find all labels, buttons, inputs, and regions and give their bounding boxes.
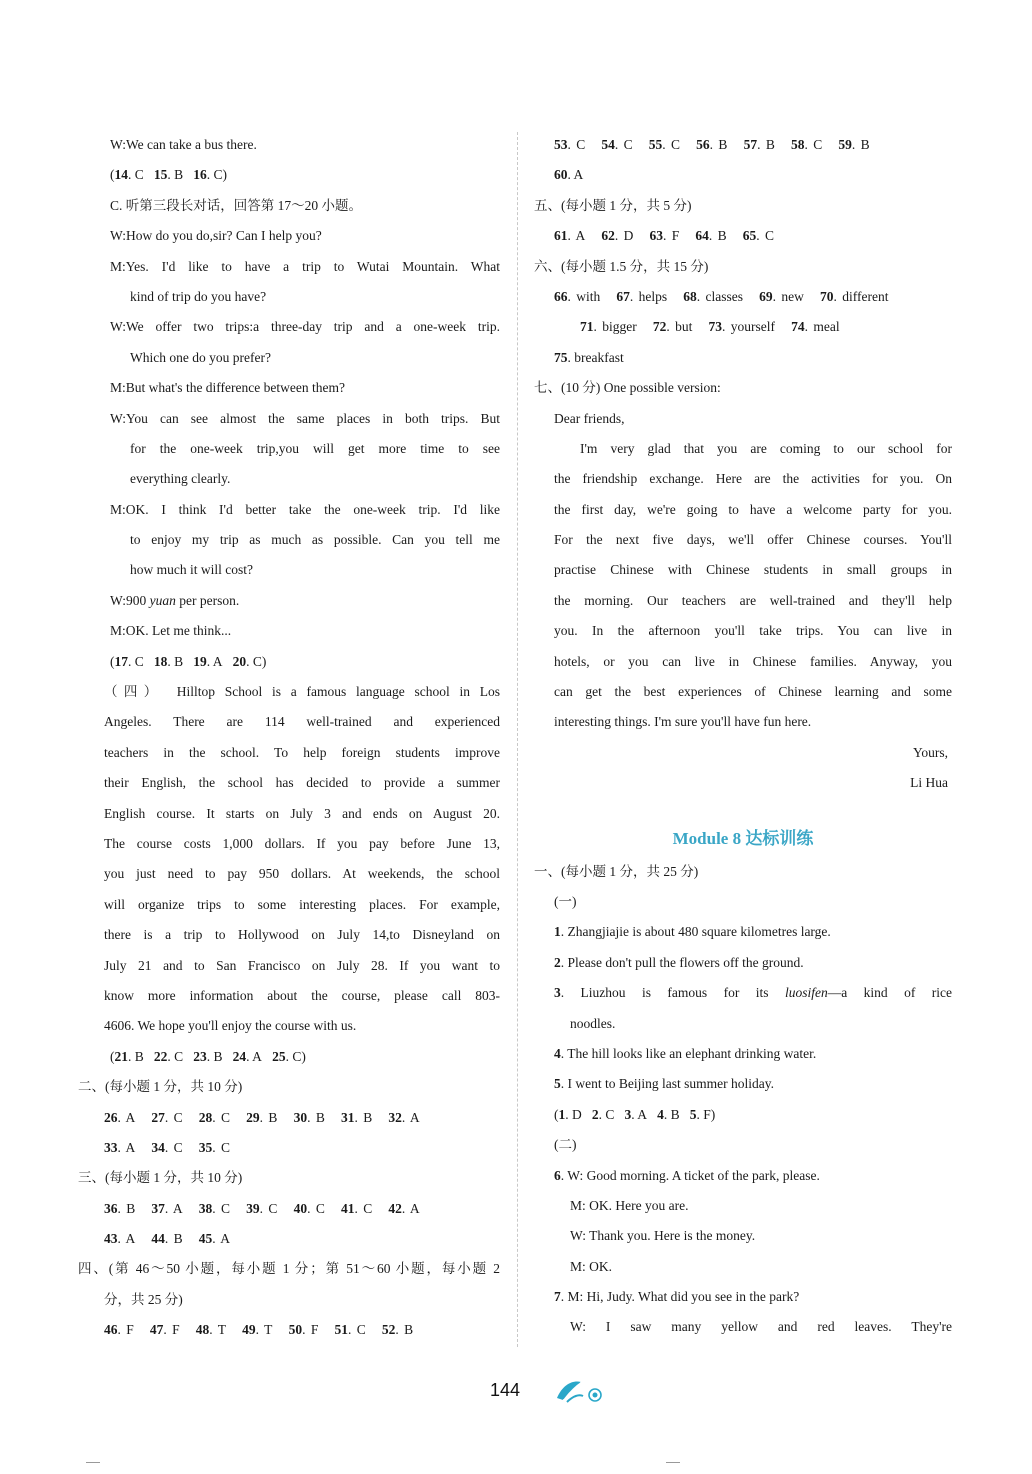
text-line: W: I saw many yellow and red leaves. They're [570,1319,952,1335]
text-line: M:Yes. I'd like to have a trip to Wutai Mountain. What [110,258,500,274]
text-line: (14. C 15. B 16. C) [110,167,228,183]
text-line: 五、(每小题 1 分，共 5 分) [534,197,692,213]
text-line: the first day, we're going to have a welcome party for you. [554,501,952,517]
text-line: 2. Please don't pull the flowers off the ground. [554,954,804,970]
text-line: 三、(每小题 1 分，共 10 分) [78,1170,243,1186]
text-line: (1. D 2. C 3. A 4. B 5. F) [554,1106,716,1122]
text-line: Which one do you prefer? [130,349,271,365]
text-line: 六、(每小题 1.5 分，共 15 分) [534,258,709,274]
left-column [78,130,500,1346]
text-line: teachers in the school. To help foreign students improve [104,744,500,760]
text-line: their English, the school has decided to provide a summer [104,775,500,791]
text-line: 75. breakfast [554,349,624,365]
text-line: 6. W: Good morning. A ticket of the park, please. [554,1167,820,1183]
text-line: 一、(每小题 1 分，共 25 分) [534,863,699,879]
text-line: 71. bigger 72. but 73. yourself 74. meal [580,319,840,335]
text-line: will organize trips to some interesting places. For example, [104,896,500,912]
text-line: Dear friends, [554,410,625,426]
text-line: you. In the afternoon you'll take trips. You can live in [554,623,952,639]
crop-mark [86,1462,100,1463]
text-line: M:But what's the difference between them? [110,380,345,396]
text-line: 66. with 67. helps 68. classes 69. new 70. different [554,288,889,304]
module-8-section [534,857,952,1343]
text-line: can get the best experiences of Chinese learning and some [554,684,952,700]
text-line: 5. I went to Beijing last summer holiday. [554,1076,774,1092]
text-line: M: OK. [570,1258,613,1274]
text-line: W:900 yuan per person. [110,592,240,608]
text-line: 26. A 27. C 28. C 29. B 30. B 31. B 32. A [104,1109,420,1125]
text-line: W:We can take a bus there. [110,137,257,152]
text-line: M:OK. I think I'd better take the one-week trip. I'd like [110,501,500,517]
text-line: The course costs 1,000 dollars. If you pay before June 13, [104,835,500,851]
text-line: for the one-week trip,you will get more time to see [130,440,500,456]
text-line: (二) [554,1137,577,1153]
text-line: 60. A [554,167,584,183]
text-line: W:We offer two trips:a three-day trip and a one-week trip. [110,319,500,335]
text-line: W:You can see almost the same places in both trips. But [110,410,500,426]
text-line: 七、(10 分) One possible version: [534,380,721,396]
text-line: M: OK. Here you are. [570,1197,689,1213]
text-line: practise Chinese with Chinese students in small groups in [554,562,952,578]
text-line: know more information about the course, please call 803- [104,987,500,1003]
text-line: (21. B 22. C 23. B 24. A 25. C) [110,1048,306,1064]
text-line: 3. Liuzhou is famous for its luosifen—a kind of rice [554,985,952,1001]
module-title: Module 8 达标训练 [672,828,814,848]
text-line: 43. A 44. B 45. A [104,1231,231,1247]
text-line: 二、(每小题 1 分，共 10 分) [78,1079,243,1095]
text-line: C. 听第三段长对话，回答第 17～20 小题。 [110,197,363,213]
text-line: kind of trip do you have? [130,288,267,304]
column-divider [517,132,518,1347]
text-line: everything clearly. [130,471,231,487]
text-line: noodles. [570,1015,616,1031]
text-line: For the next five days, we'll offer Chinese courses. You'll [554,532,952,548]
text-line: 7. M: Hi, Judy. What did you see in the park? [554,1289,800,1305]
text-line: 53. C 54. C 55. C 56. B 57. B 58. C 59. B [554,137,870,152]
text-line: (一) [554,893,577,909]
text-line: 36. B 37. A 38. C 39. C 40. C 41. C 42. A [104,1200,420,1216]
text-line: how much it will cost? [130,562,253,578]
crop-mark [666,1462,680,1463]
text-line: 1. Zhangjiajie is about 480 square kilometres large. [554,924,831,940]
text-line: 33. A 34. C 35. C [104,1139,231,1155]
text-line: July 21 and to San Francisco on July 28. If you want to [104,957,500,973]
text-line: English course. It starts on July 3 and ends on August 20. [104,805,500,821]
text-line: interesting things. I'm sure you'll have fun here. [554,714,812,730]
leaf-logo-icon [553,1376,607,1404]
text-line: there is a trip to Hollywood on July 14,to Disneyland on [104,927,500,943]
text-line: W: Thank you. Here is the money. [570,1228,756,1244]
text-line: Yours, [912,744,948,760]
text-line: to enjoy my trip as much as possible. Can you tell me [130,532,500,548]
text-line: 分，共 25 分) [104,1291,183,1307]
right-column [534,130,952,1343]
text-line: the friendship exchange. Here are the activities for you. On [554,471,952,487]
text-line: Li Hua [910,775,948,791]
text-line: 四、(第 46～50 小题，每小题 1 分；第 51～60 小题，每小题 2 [78,1261,500,1277]
text-line: hotels, or you can live in Chinese families. Anyway, you [554,653,952,669]
text-line: 4. The hill looks like an elephant drinking water. [554,1045,817,1061]
text-line: M:OK. Let me think... [110,623,232,639]
answer-key-continued [534,130,952,799]
text-line: you just need to pay 950 dollars. At weekends, the school [104,866,500,882]
text-line: (17. C 18. B 19. A 20. C) [110,653,267,669]
text-line: I'm very glad that you are coming to our school for [580,440,952,456]
text-line: 61. A 62. D 63. F 64. B 65. C [554,228,775,244]
text-line: W:How do you do,sir? Can I help you? [110,228,322,244]
text-line: the morning. Our teachers are well-trained and they'll help [554,592,952,608]
text-line: Angeles. There are 114 well-trained and experienced [104,714,500,730]
text-line: 4606. We hope you'll enjoy the course with us. [104,1018,357,1034]
page-number: 144 [490,1380,521,1400]
text-line: （四） Hilltop School is a famous language school in Los [104,684,500,700]
text-line: 46. F 47. F 48. T 49. T 50. F 51. C 52. B [104,1322,414,1338]
